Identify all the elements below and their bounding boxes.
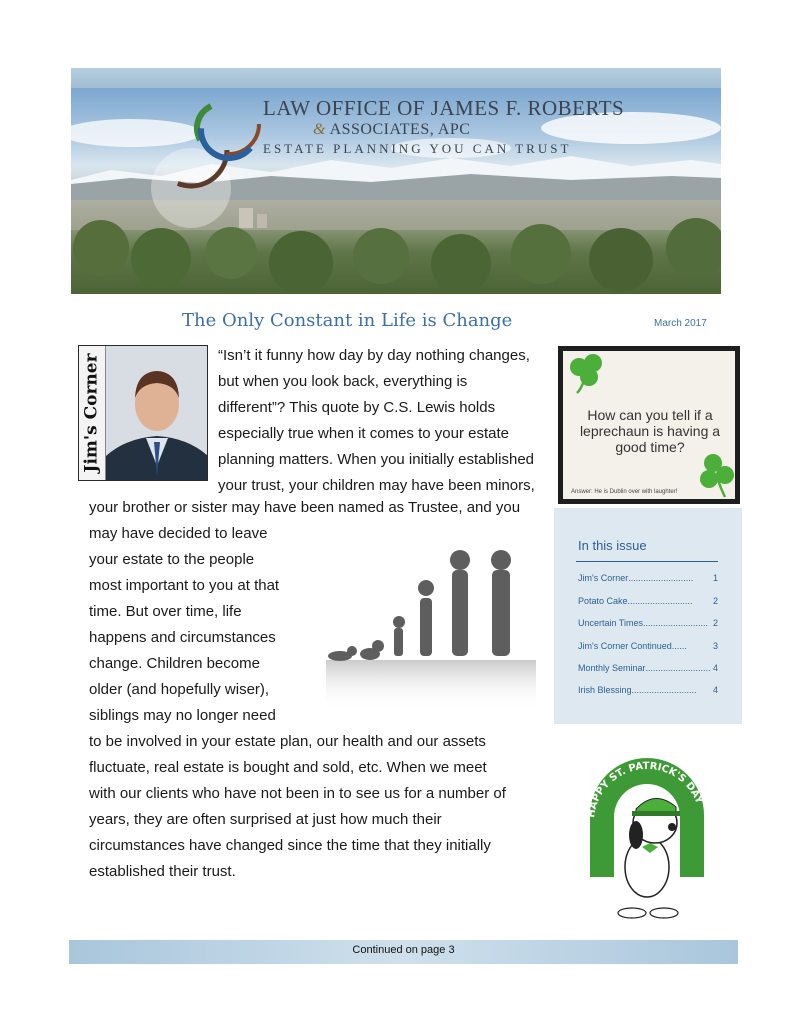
article-line: most important to you at that <box>89 577 280 594</box>
toc-item-jims-corner[interactable]: Jim's Corner .......................... 1 <box>578 573 718 583</box>
article-line: your estate to the people <box>89 551 255 568</box>
firm-name: LAW OFFICE OF JAMES F. ROBERTS <box>263 96 625 120</box>
firm-tagline: ESTATE PLANNING YOU CAN TRUST <box>263 141 572 156</box>
article-text-top <box>218 343 558 499</box>
header-banner <box>71 88 721 294</box>
in-this-issue-box <box>554 508 742 724</box>
article-line: with our clients who have not been in to see us for a number of <box>89 785 506 802</box>
article-headline: The Only Constant in Life is Change <box>182 310 513 331</box>
article-line: time. But over time, life <box>89 603 242 620</box>
toc-item-monthly-seminar[interactable]: Monthly Seminar .......................... 4 <box>578 663 718 673</box>
article-line: circumstances have changed since the time that they initially <box>89 837 491 854</box>
article-text-left <box>89 521 319 729</box>
firm-associates: ASSOCIATES, APC <box>329 121 471 138</box>
article-line: change. Children become <box>89 655 260 672</box>
article-line: your trust, your children may have been minors, <box>218 477 535 494</box>
toc-item-irish-blessing[interactable]: Irish Blessing .......................... 4 <box>578 685 718 695</box>
article-line: fluctuate, real estate is bought and sold, etc. When we meet <box>89 759 487 776</box>
title-divider <box>576 561 718 562</box>
firm-ampersand: & <box>313 121 326 138</box>
article-line: especially true when it comes to your estate <box>218 425 509 442</box>
jims-corner-label: Jim's Corner <box>79 346 106 480</box>
joke-box <box>558 346 740 504</box>
portrait-illustration <box>106 346 208 480</box>
life-stages-illustration <box>326 548 536 718</box>
footer-bar <box>69 940 738 964</box>
joke-answer: Answer: He is Dublin over with laughter! <box>571 489 678 495</box>
toc-item-uncertain-times[interactable]: Uncertain Times .......................... 2 <box>578 618 718 628</box>
article-line: happens and circumstances <box>89 629 276 646</box>
article-line: older (and hopefully wiser), <box>89 681 270 698</box>
horseshoe-arc-text: HAPPY ST. PATRICK'S DAY <box>586 760 705 819</box>
article-line: planning matters. When you initially established <box>218 451 535 468</box>
article-line: established their trust. <box>89 863 236 880</box>
article-line: to be involved in your estate plan, our health and our assets <box>89 733 486 750</box>
st-patricks-horseshoe-illustration <box>572 727 722 927</box>
article-line: “Isn’t it funny how day by day nothing changes, <box>218 347 530 364</box>
firm-logo-text <box>263 96 624 157</box>
header-top-bar <box>71 68 721 88</box>
firm-name-line2 <box>313 121 624 139</box>
toc-item-potato-cake[interactable]: Potato Cake .......................... 2 <box>578 596 718 606</box>
article-line: years, they are often surprised at just how much their <box>89 811 442 828</box>
issue-date: March 2017 <box>654 318 707 329</box>
toc-item-jims-corner-continued[interactable]: Jim's Corner Continued ...... 3 <box>578 641 718 651</box>
article-line: but when you look back, everything is <box>218 373 468 390</box>
article-text-bottom <box>89 729 549 885</box>
jim-portrait <box>78 345 208 481</box>
continued-on-page-link[interactable]: Continued on page 3 <box>352 944 455 956</box>
joke-question: How can you tell if a leprechaun is having a good time? <box>579 407 721 455</box>
article-line: may have decided to leave <box>89 525 268 542</box>
article-line: siblings may no longer need <box>89 707 276 724</box>
article-line: different”? This quote by C.S. Lewis holds <box>218 399 496 416</box>
joke-card <box>563 351 735 499</box>
in-this-issue-title: In this issue <box>578 538 647 553</box>
article-line-full: your brother or sister may have been named as Trustee, and you <box>89 499 521 516</box>
